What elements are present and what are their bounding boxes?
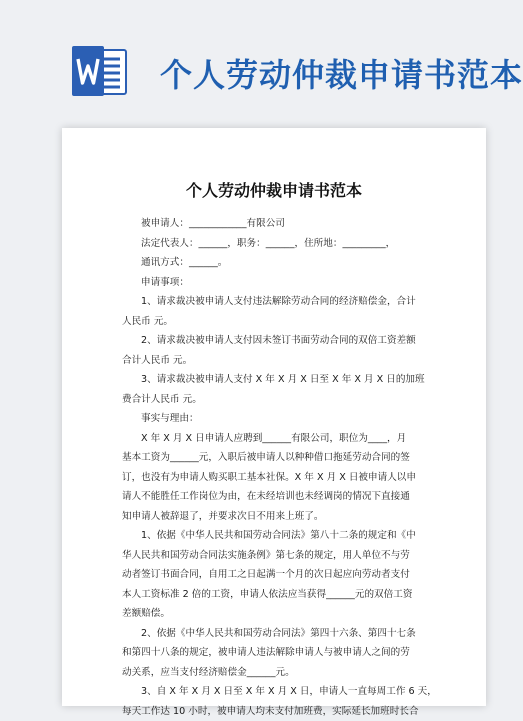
document-line: 差额赔偿。 <box>122 604 440 624</box>
document-line: 每天工作达 10 小时，被申请人均未支付加班费，实际延长加班时长合 <box>122 702 440 721</box>
document-line: 和第四十八条的规定，被申请人违法解除申请人与被申请人之间的劳 <box>122 643 440 663</box>
document-line: 本人工资标准 2 倍的工资，申请人依法应当获得______元的双倍工资 <box>122 585 440 605</box>
document-page <box>62 128 486 706</box>
document-title: 个人劳动仲裁申请书范本 <box>62 178 486 201</box>
document-line: 1、依据《中华人民共和国劳动合同法》第八十二条的规定和《中 <box>122 526 440 546</box>
document-line: 动者签订书面合同，自用工之日起满一个月的次日起应向劳动者支付 <box>122 565 440 585</box>
word-logo-icon <box>70 42 128 100</box>
document-body <box>122 214 440 721</box>
document-line: 动关系，应当支付经济赔偿金______元。 <box>122 663 440 683</box>
document-line: 2、请求裁决被申请人支付因未签订书面劳动合同的双倍工资差额 <box>122 331 440 351</box>
document-line: 基本工资为______元，入职后被申请人以种种借口拖延劳动合同的签 <box>122 448 440 468</box>
document-line: X 年 X 月 X 日申请人应聘到______有限公司，职位为____，月 <box>122 429 440 449</box>
document-line: 3、自 X 年 X 月 X 日至 X 年 X 月 X 日，申请人一直每周工作 6 天， <box>122 682 440 702</box>
document-line: 费合计人民币 元。 <box>122 390 440 410</box>
document-line: 申请事项： <box>122 273 440 293</box>
document-line: 通讯方式：______。 <box>122 253 440 273</box>
banner-title: 个人劳动仲裁申请书范本 <box>160 50 523 96</box>
document-line: 华人民共和国劳动合同法实施条例》第七条的规定，用人单位不与劳 <box>122 546 440 566</box>
document-line: 3、请求裁决被申请人支付 X 年 X 月 X 日至 X 年 X 月 X 日的加班 <box>122 370 440 390</box>
document-line: 人民币 元。 <box>122 312 440 332</box>
document-line: 合计人民币 元。 <box>122 351 440 371</box>
document-line: 请人不能胜任工作岗位为由，在未经培训也未经调岗的情况下直接通 <box>122 487 440 507</box>
document-line: 知申请人被辞退了，并要求次日不用来上班了。 <box>122 507 440 527</box>
document-line: 2、依据《中华人民共和国劳动合同法》第四十六条、第四十七条 <box>122 624 440 644</box>
document-line: 被申请人：____________有限公司 <box>122 214 440 234</box>
document-line: 事实与理由： <box>122 409 440 429</box>
banner <box>0 0 500 110</box>
document-line: 1、请求裁决被申请人支付违法解除劳动合同的经济赔偿金，合计 <box>122 292 440 312</box>
document-line: 订，也没有为申请人购买职工基本社保。X 年 X 月 X 日被申请人以申 <box>122 468 440 488</box>
document-line: 法定代表人：______，职务：______，住所地：_________， <box>122 234 440 254</box>
